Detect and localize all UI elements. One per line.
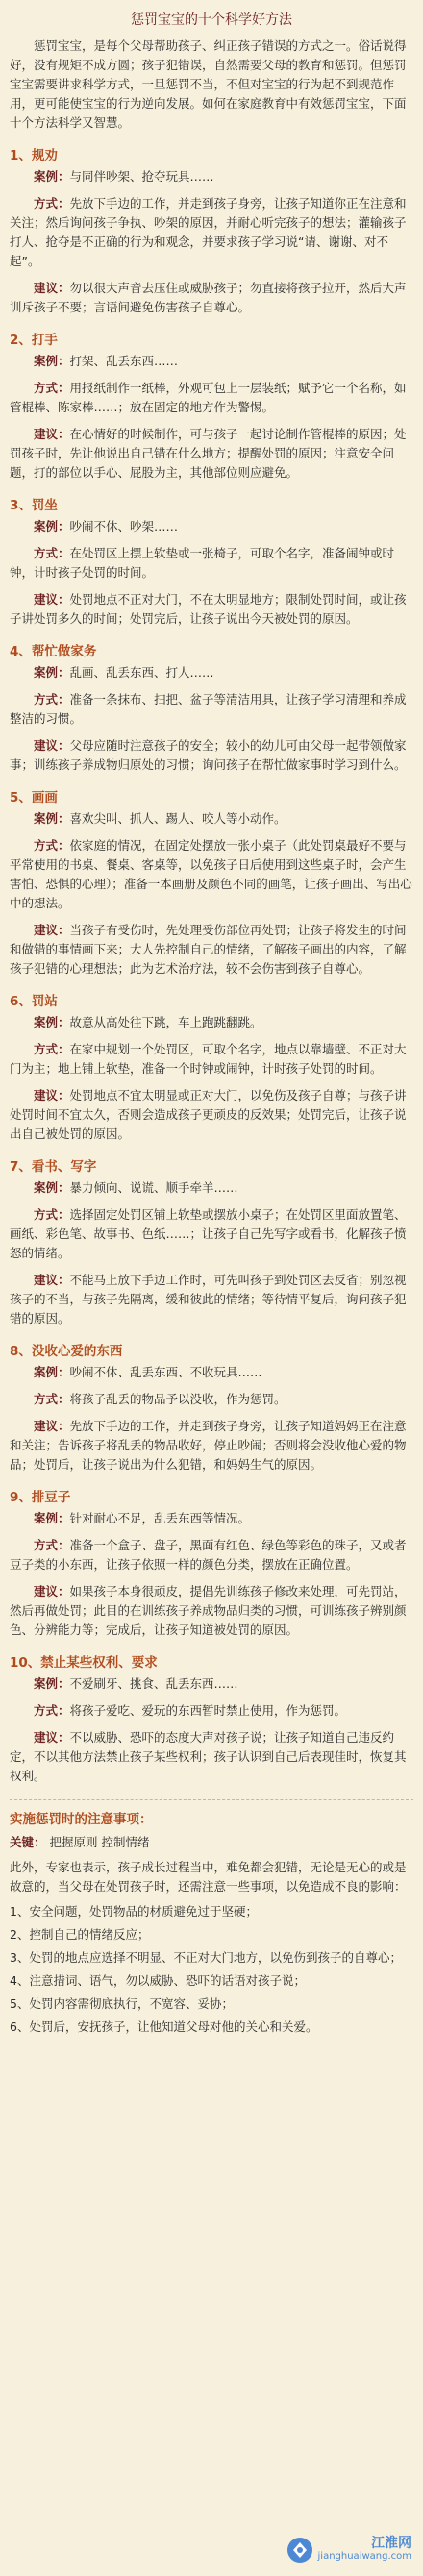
section-suggest-label: 建议： [34, 1419, 70, 1433]
section-method-text: 在家中规划一个处罚区，可取个名字，地点以靠墙壁、不正对大门为主；地上铺上软垫，准备一个时钟或闹钟，计时孩子处罚的时间。 [10, 1042, 407, 1076]
section [10, 494, 413, 629]
section-suggest [10, 425, 413, 483]
section-method-text: 在处罚区上摆上软垫或一张椅子，可取个名字，准备闹钟或时钟，计时孩子处罚的时间。 [10, 546, 395, 580]
section-method [10, 1040, 413, 1078]
section-case-text: 针对耐心不足，乱丢东西等情况。 [69, 1511, 251, 1525]
section-case-text: 不爱刷牙、挑食、乱丢东西…… [69, 1676, 238, 1691]
section-case-text: 吵闹不休、乱丢东西、不收玩具…… [69, 1365, 262, 1379]
section-method-label: 方式： [34, 196, 70, 211]
notes-item: 4、注意措词、语气，勿以威胁、恐吓的话语对孩子说； [10, 1973, 306, 1988]
section-title: 2、打手 [10, 333, 58, 348]
section-suggest [10, 1271, 413, 1328]
section-method [10, 1701, 413, 1721]
section-suggest-label: 建议： [34, 1088, 70, 1102]
section-method-label: 方式： [34, 546, 70, 560]
section-suggest-label: 建议： [34, 1730, 70, 1745]
section-case-text: 乱画、乱丢东西、打人…… [69, 665, 214, 680]
section-case [10, 1509, 413, 1528]
section-case [10, 663, 413, 682]
notes-description: 此外，专家也表示，孩子成长过程当中，难免都会犯错，无论是无心的或是故意的，当父母在处罚孩子时，还需注意一些事项，以免造成不良的影响： [10, 1860, 407, 1894]
section-suggest-label: 建议： [34, 738, 70, 753]
section-suggest-text: 父母应随时注意孩子的安全；较小的幼儿可由父母一起带领做家事；训练孩子养成物归原处的习惯；询问孩子在帮忙做家事时学习到什么。 [10, 738, 407, 772]
watermark-cn: 江淮网 [371, 2536, 411, 2551]
section [10, 144, 413, 317]
section-case-label: 案例： [34, 519, 70, 533]
section-method-label: 方式： [34, 1703, 70, 1718]
section-method-text: 用报纸制作一纸棒，外观可包上一层装纸；赋予它一个名称，如管棍棒、陈家棒……；放在固定的地方作为警惕。 [10, 381, 407, 414]
section-suggest [10, 590, 413, 629]
section-suggest-label: 建议： [34, 1584, 70, 1598]
section-method [10, 379, 413, 417]
section [10, 1651, 413, 1786]
section-case-label: 案例： [34, 1511, 70, 1525]
section-case-label: 案例： [34, 1015, 70, 1029]
section-case-label: 案例： [34, 169, 70, 184]
section [10, 990, 413, 1144]
section-suggest [10, 736, 413, 775]
notes-item: 6、处罚后，安抚孩子，让他知道父母对他的关心和关爱。 [10, 2019, 318, 2034]
section-method-label: 方式： [34, 381, 70, 395]
section-suggest-label: 建议： [34, 592, 70, 607]
section-suggest-text: 当孩子有受伤时，先处理受伤部位再处罚；让孩子将发生的时间和做错的事情画下来；大人先控制自己的情绪，了解孩子画出的内容，了解孩子犯错的心理想法；此为艺术治疗法，较不会伤害到孩子自尊心。 [10, 923, 407, 976]
section-case [10, 1363, 413, 1382]
watermark-text [318, 2537, 411, 2564]
section-method [10, 544, 413, 582]
section [10, 1486, 413, 1640]
section [10, 1340, 413, 1474]
section-case-label: 案例： [34, 354, 70, 368]
section-method-text: 依家庭的情况，在固定处摆放一张小桌子（此处罚桌最好不要与平常使用的书桌、餐桌、客桌等，以免孩子日后使用到这些桌子时，会产生害怕、恐惧的心理）；准备一本画册及颜色不同的画笔，让孩子画出、写出心中的想法。 [10, 838, 412, 910]
section-suggest [10, 1728, 413, 1786]
notes-item: 5、处罚内容需彻底执行，不宽容、妥协； [10, 1996, 234, 2011]
section-case [10, 1674, 413, 1694]
section-case-text: 故意从高处往下跳，车上跑跳翻跳。 [69, 1015, 262, 1029]
section-suggest [10, 1417, 413, 1474]
section-method [10, 1205, 413, 1263]
section-title: 4、帮忙做家务 [10, 644, 97, 659]
section-title: 1、规劝 [10, 148, 58, 163]
section-method-text: 将孩子乱丢的物品予以没收，作为惩罚。 [69, 1392, 286, 1406]
notes-item: 2、控制自己的情绪反应； [10, 1927, 150, 1942]
section-suggest [10, 1582, 413, 1640]
section-case-label: 案例： [34, 1365, 70, 1379]
section-method [10, 1390, 413, 1409]
section-case-label: 案例： [34, 811, 70, 826]
section-title: 3、罚坐 [10, 498, 58, 513]
section-suggest [10, 279, 413, 317]
section-method [10, 1536, 413, 1574]
watermark [248, 2534, 411, 2566]
section-case-text: 喜欢尖叫、抓人、踢人、咬人等小动作。 [69, 811, 286, 826]
section [10, 786, 413, 978]
section-suggest-text: 处罚地点不正对大门，不在太明显地方；限制处罚时间，或让孩子讲处罚多久的时间；处罚完后，让孩子说出今天被处罚的原因。 [10, 592, 407, 626]
section-case [10, 167, 413, 186]
section-case [10, 1013, 413, 1032]
section-suggest-text: 不能马上放下手边工作时，可先叫孩子到处罚区去反省；别忽视孩子的不当，与孩子先隔离，缓和彼此的情绪；等待情平复后，询问孩子犯错的原因。 [10, 1273, 407, 1325]
section-suggest-text: 不以威胁、恐吓的态度大声对孩子说；让孩子知道自己违反约定，不以其他方法禁止孩子某些权利；孩子认识到自己后表现佳时，恢复其权利。 [10, 1730, 407, 1783]
section-method [10, 194, 413, 271]
section-suggest [10, 921, 413, 978]
section-suggest-text: 处罚地点不宜太明显或正对大门，以免伤及孩子自尊；与孩子讲处罚时间不宜太久，否则会造成孩子更顽皮的反效果；处罚完后，让孩子说出自己被处罚的原因。 [10, 1088, 407, 1141]
notes-keyword [10, 1833, 413, 1852]
logo-icon [287, 2538, 312, 2563]
section-case [10, 352, 413, 371]
section-suggest [10, 1086, 413, 1144]
section-suggest-label: 建议： [34, 1273, 70, 1287]
section-title: 8、没收心爱的东西 [10, 1344, 123, 1359]
section-method-text: 先放下手边的工作，并走到孩子身旁，让孩子知道你正在注意和关注；然后询问孩子争执、吵架的原因，并耐心听完孩子的想法；灌输孩子打人、抢夺是不正确的行为和观念，并要求孩子学习说“请、谢谢、对不起”。 [10, 196, 407, 268]
section-method-text: 将孩子爱吃、爱玩的东西暂时禁止使用，作为惩罚。 [69, 1703, 347, 1718]
section [10, 640, 413, 775]
section-suggest-label: 建议： [34, 281, 70, 295]
section-method-text: 准备一条抹布、扫把、盆子等清洁用具，让孩子学习清理和养成整洁的习惯。 [10, 692, 407, 726]
section-suggest-text: 先放下手边的工作，并走到孩子身旁，让孩子知道妈妈正在注意和关注；告诉孩子将乱丢的物品收好，停止吵闹；否则将会没收他心爱的物品；处罚后，让孩子说出为什么犯错，和妈妈生气的原因。 [10, 1419, 407, 1472]
section-case-text: 与同伴吵架、抢夺玩具…… [69, 169, 214, 184]
notes-heading: 实施惩罚时的注意事项： [10, 1812, 153, 1827]
section-case [10, 1178, 413, 1198]
notes-section [10, 1799, 413, 2037]
notes-keyword-label: 关键： [10, 1835, 46, 1849]
section-method [10, 836, 413, 913]
notes-list [10, 1902, 413, 2037]
section-title: 9、排豆子 [10, 1490, 71, 1505]
section-method-label: 方式： [34, 1538, 70, 1552]
section-suggest-text: 勿以很大声音去压住或威胁孩子；勿直接将孩子拉开，然后大声训斥孩子不要；言语间避免伤害孩子自尊心。 [10, 281, 407, 314]
section-case [10, 517, 413, 536]
section-case-label: 案例： [34, 1180, 70, 1195]
section-case-text: 暴力倾向、说谎、顺手牵羊…… [69, 1180, 238, 1195]
notes-item: 3、处罚的地点应选择不明显、不正对大门地方，以免伤到孩子的自尊心； [10, 1950, 402, 1965]
notes-keyword-text: 把握原则 控制情绪 [49, 1835, 150, 1849]
section-title: 6、罚站 [10, 994, 58, 1009]
section-method-label: 方式： [34, 1392, 70, 1406]
section-suggest-text: 如果孩子本身很顽皮，提倡先训练孩子修改来处理，可先罚站，然后再做处罚；此目的在训练孩子养成物品归类的习惯，可训练孩子辨别颜色、分辨能力等；完成后，让孩子知道被处罚的原因。 [10, 1584, 407, 1637]
section-suggest-text: 在心情好的时候制作，可与孩子一起讨论制作管棍棒的原因；处罚孩子时，先让他说出自己错在什么地方；提醒处罚的原因；注意安全问题，打的部位以手心、屁股为主，其他部位则应避免。 [10, 427, 407, 480]
section-suggest-label: 建议： [34, 923, 70, 937]
section [10, 329, 413, 483]
section-case-label: 案例： [34, 665, 70, 680]
section-case-text: 吵闹不休、吵架…… [69, 519, 179, 533]
section-method-text: 准备一个盒子、盘子，黑面有红色、绿色等彩色的珠子，又或者豆子类的小东西，让孩子依照一样的颜色分类，摆放在正确位置。 [10, 1538, 407, 1572]
section-case-label: 案例： [34, 1676, 70, 1691]
notes-item: 1、安全问题，处罚物品的材质避免过于坚硬； [10, 1904, 258, 1919]
section-method [10, 690, 413, 729]
section-title: 7、看书、写字 [10, 1159, 97, 1175]
section-method-label: 方式： [34, 838, 70, 853]
section-title: 5、画画 [10, 790, 58, 805]
section-method-label: 方式： [34, 1042, 70, 1056]
sections [10, 144, 413, 1786]
section [10, 1155, 413, 1328]
intro [10, 37, 413, 133]
watermark-en: jianghuaiwang.com [317, 2551, 411, 2562]
section-method-label: 方式： [34, 1207, 70, 1222]
section-case-text: 打架、乱丢东西…… [69, 354, 179, 368]
section-title: 10、禁止某些权利、要求 [10, 1655, 158, 1671]
intro-paragraph: 惩罚宝宝，是每个父母帮助孩子、纠正孩子错误的方式之一。俗话说得好，没有规矩不成方圆；孩子犯错误，自然需要父母的教育和惩罚。但惩罚宝宝需要讲求科学方式，一旦惩罚不当，不但对宝宝的行为起不到规范作用，更可能使宝宝的行为逆向发展。如何在家庭教育中有效惩罚宝宝，下面十个方法科学又智慧。 [10, 38, 407, 130]
page-title: 惩罚宝宝的十个科学好方法 [131, 12, 292, 28]
section-method-text: 选择固定处罚区铺上软垫或摆放小桌子；在处罚区里面放置笔、画纸、彩色笔、故事书、色纸……；让孩子自己先写字或看书，化解孩子愤怒的情绪。 [10, 1207, 407, 1260]
section-suggest-label: 建议： [34, 427, 70, 441]
section-case [10, 809, 413, 829]
section-method-label: 方式： [34, 692, 70, 706]
